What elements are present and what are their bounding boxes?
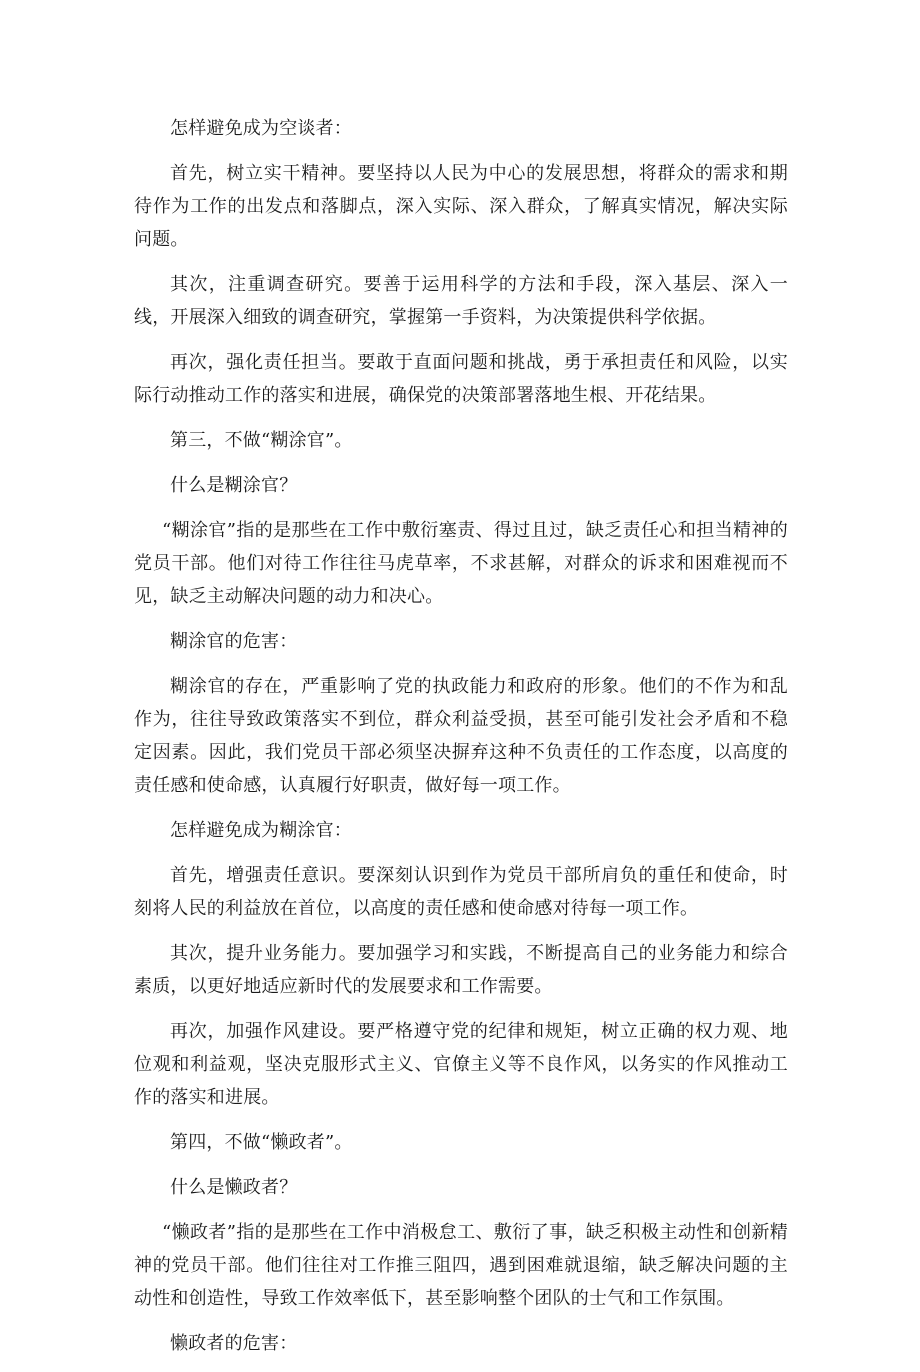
paragraph-business-ability: 其次，提升业务能力。要加强学习和实践，不断提高自己的业务能力和综合素质，以更好地适应新时代的发展要求和工作需要。 (134, 943, 788, 997)
section-heading-muddled-official: 第三，不做“糊涂官”。 (170, 430, 353, 451)
heading-how-avoid-muddled-official: 怎样避免成为糊涂官： (170, 820, 352, 841)
heading-muddled-official-harm: 糊涂官的危害： (170, 631, 298, 652)
paragraph-responsibility: 再次，强化责任担当。要敢于直面问题和挑战，勇于承担责任和风险，以实际行动推动工作的落实和进展，确保党的决策部署落地生根、开花结果。 (134, 352, 788, 406)
heading-how-avoid-empty-talker: 怎样避免成为空谈者： (170, 118, 352, 139)
paragraph-responsibility-awareness: 首先，增强责任意识。要深刻认识到作为党员干部所肩负的重任和使命，时刻将人民的利益放在首位，以高度的责任感和使命感对待每一项工作。 (134, 865, 788, 919)
question-what-is-muddled-official: 什么是糊涂官？ (170, 475, 298, 496)
question-what-is-lazy-official: 什么是懒政者？ (170, 1177, 298, 1198)
paragraph-investigation: 其次，注重调查研究。要善于运用科学的方法和手段，深入基层、深入一线，开展深入细致的调查研究，掌握第一手资料，为决策提供科学依据。 (134, 274, 788, 328)
heading-lazy-official-harm: 懒政者的危害： (170, 1333, 298, 1354)
paragraph-work-style: 再次，加强作风建设。要严格遵守党的纪律和规矩，树立正确的权力观、地位观和利益观，坚决克服形式主义、官僚主义等不良作风，以务实的作风推动工作的落实和进展。 (134, 1021, 788, 1108)
paragraph-muddled-official-definition: “糊涂官”指的是那些在工作中敷衍塞责、得过且过，缺乏责任心和担当精神的党员干部。他们对待工作往往马虎草率，不求甚解，对群众的诉求和困难视而不见，缺乏主动解决问题的动力和决心。 (134, 520, 788, 607)
section-heading-lazy-official: 第四，不做“懒政者”。 (170, 1132, 353, 1153)
paragraph-lazy-official-definition: “懒政者”指的是那些在工作中消极怠工、敷衍了事，缺乏积极主动性和创新精神的党员干部。他们往往对工作推三阻四，遇到困难就退缩，缺乏解决问题的主动性和创造性，导致工作效率低下，甚至影响整个团队的士气和工作氛围。 (134, 1222, 788, 1309)
document-body (134, 112, 788, 1372)
paragraph-practical-spirit: 首先，树立实干精神。要坚持以人民为中心的发展思想，将群众的需求和期待作为工作的出发点和落脚点，深入实际、深入群众，了解真实情况，解决实际问题。 (134, 163, 788, 250)
paragraph-muddled-official-harm: 糊涂官的存在，严重影响了党的执政能力和政府的形象。他们的不作为和乱作为，往往导致政策落实不到位，群众利益受损，甚至可能引发社会矛盾和不稳定因素。因此，我们党员干部必须坚决摒弃这种不负责任的工作态度，以高度的责任感和使命感，认真履行好职责，做好每一项工作。 (134, 676, 788, 796)
